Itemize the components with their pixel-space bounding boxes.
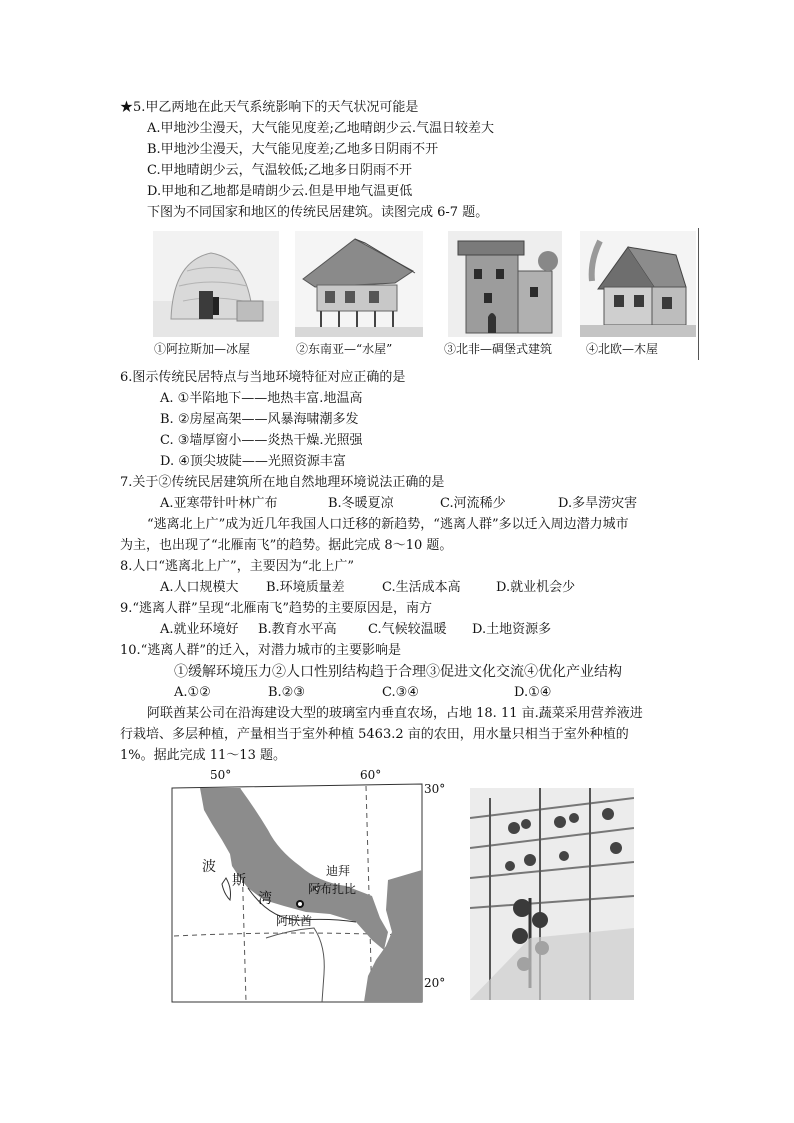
vertical-farm-photo — [470, 788, 634, 1000]
q5-option-c: C.甲地晴朗少云，气温较低;乙地多日阴雨不开 — [147, 163, 412, 178]
q7-stem: 7.关于②传统民居建筑所在地自然地理环境说法正确的是 — [120, 475, 445, 490]
q7-option-b: B.冬暖夏凉 — [328, 496, 394, 511]
persian-gulf-map — [160, 770, 460, 1010]
map-gulf-char-1: 波 — [202, 859, 216, 875]
q5-option-a: A.甲地沙尘漫天，大气能见度差;乙地晴朗少云.气温日较差大 — [147, 121, 495, 136]
q10-items: ①缓解环境压力②人口性别结构趋于合理③促进文化交流④优化产业结构 — [174, 664, 622, 680]
q8-stem: 8.人口“逃离北上广”，主要因为“北上广” — [120, 559, 354, 574]
q8-option-d: D.就业机会少 — [496, 580, 576, 595]
q6-option-b: B. ②房屋高架——风暴海啸潮多发 — [160, 412, 359, 427]
wooden-house-photo — [580, 231, 696, 337]
q5-option-d: D.甲地和乙地都是晴朗少云.但是甲地气温更低 — [147, 184, 413, 199]
intro-11-13-line3: 1%。据此完成 11～13 题。 — [120, 748, 286, 763]
map-gulf-char-2: 斯 — [232, 873, 246, 889]
q7-option-d: D.多旱涝灾害 — [558, 496, 638, 511]
intro-8-10-line2: 为主，也出现了“北雁南飞”的趋势。据此完成 8～10 题。 — [120, 538, 453, 553]
map-lat-20: 20° — [424, 976, 446, 990]
map-lat-30: 30° — [424, 782, 446, 796]
caption-4: ④北欧—木屋 — [586, 342, 659, 356]
q9-stem: 9.“逃离人群”呈现“北雁南飞”趋势的主要原因是，南方 — [120, 601, 432, 616]
q7-option-c: C.河流稀少 — [440, 496, 506, 511]
caption-2: ②东南亚—“水屋” — [296, 342, 393, 356]
q7-option-a: A.亚寒带针叶林广布 — [160, 496, 278, 511]
q8-option-b: B.环境质量差 — [266, 580, 345, 595]
q9-option-a: A.就业环境好 — [160, 622, 239, 637]
q10-option-c: C.③④ — [382, 685, 419, 700]
map-lon-60: 60° — [360, 768, 382, 782]
q8-option-c: C.生活成本高 — [382, 580, 461, 595]
fortress-photo — [448, 231, 562, 337]
intro-8-10-line1: “逃离北上广”成为近几年我国人口迁移的新趋势，“逃离人群”多以迁入周边潜力城市 — [147, 517, 629, 532]
q6-option-a: A. ①半陷地下——地热丰富.地温高 — [160, 391, 363, 406]
q9-option-b: B.教育水平高 — [258, 622, 337, 637]
q6-option-d: D. ④顶尖坡陡——光照资源丰富 — [160, 454, 346, 469]
map-gulf-char-3: 湾 — [258, 891, 272, 907]
q9-option-d: D.土地资源多 — [472, 622, 552, 637]
map-label-abudhabi: 阿布扎比 — [308, 882, 357, 896]
caption-3: ③北非—碉堡式建筑 — [444, 342, 553, 356]
q10-stem: 10.“逃离人群”的迁入，对潜力城市的主要影响是 — [120, 643, 401, 658]
q9-option-c: C.气候较温暖 — [368, 622, 447, 637]
caption-1: ①阿拉斯加—冰屋 — [154, 342, 251, 356]
intro-6-7: 下图为不同国家和地区的传统民居建筑。读图完成 6-7 题。 — [147, 205, 489, 220]
intro-11-13-line2: 行栽培、多层种植，产量相当于室外种植 5463.2 亩的农田，用水量只相当于室外种植的 — [120, 727, 629, 742]
q10-option-d: D.①④ — [514, 685, 552, 700]
q6-stem: 6.图示传统民居特点与当地环境特征对应正确的是 — [120, 370, 406, 385]
q6-option-c: C. ③墙厚窗小——炎热干燥.光照强 — [160, 433, 363, 448]
map-label-dubai: 迪拜 — [326, 864, 351, 878]
q8-option-a: A.人口规模大 — [160, 580, 239, 595]
igloo-photo — [153, 231, 279, 337]
dwellings-figure — [148, 228, 699, 360]
q5-stem: ★5.甲乙两地在此天气系统影响下的天气状况可能是 — [120, 100, 419, 115]
map-label-uae: 阿联酋 — [276, 914, 313, 928]
q10-option-b: B.②③ — [268, 685, 305, 700]
q10-option-a: A.①② — [174, 685, 211, 700]
q5-option-b: B.甲地沙尘漫天，大气能见度差;乙地多日阴雨不开 — [147, 142, 439, 157]
map-lon-50: 50° — [210, 768, 232, 782]
stilt-house-photo — [295, 231, 423, 337]
intro-11-13-line1: 阿联酋某公司在沿海建设大型的玻璃室内垂直农场，占地 18. 11 亩.蔬菜采用营养液进 — [147, 706, 643, 721]
